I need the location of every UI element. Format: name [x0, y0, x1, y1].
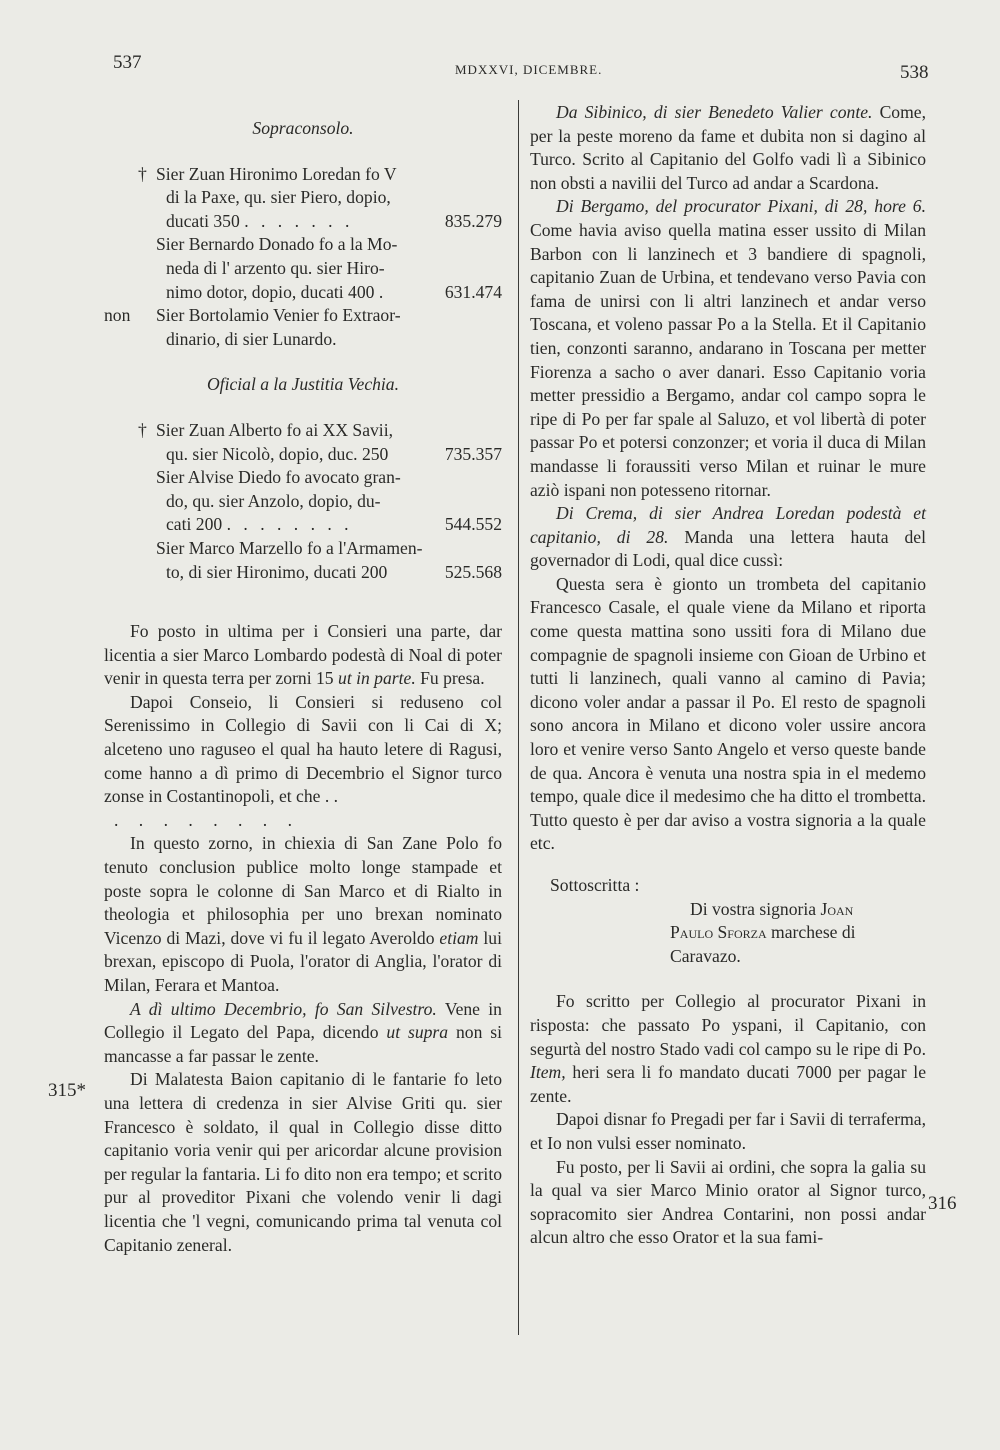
candidate-entry: Sier Marco Marzello fo a l'Armamen- to, di sier Hironimo, ducati 200 525.568 — [104, 537, 502, 584]
paragraph: A dì ultimo Decembrio, fo San Silvestro. Vene in Collegio il Legato del Papa, dicendo ut supra non si mancasse a far passar le zente. — [104, 998, 503, 1066]
paragraph: Fu posto, per li Savii ai ordini, che sopra la galia su la qual va sier Marco Minio orator al Signor turco, sopracomito sier Andrea Contarini, non possi andar alcun altro che esso Orator et la sua fami- — [530, 1156, 926, 1248]
candidate-entry: † Sier Zuan Hironimo Loredan fo V di la Paxe, qu. sier Piero, dopio, ducati 350 . . . . . . . 835.279 — [104, 163, 502, 234]
page-header — [0, 50, 1000, 90]
vote-count: 525.568 — [444, 561, 502, 582]
vote-count: 544.552 — [444, 514, 502, 535]
paragraph: Di Malatesta Baion capitanio di le fantarie fo leto una lettera di credenza in sier Alvise Griti qu. sier Francesco è soldato, il qual in Collegio disse ditto capitanio voria venir qui per aricordar alcune provision per regular la fantaria. Li fo dito non era tempo; et scrito pur al proveditor Pixani che volendo venir li dagi licentia che 'l vegni, comunicando prima tal venuta col Capitanio zeneral. — [104, 1069, 502, 1255]
paragraph: Dapoi disnar fo Pregadi per far i Savii di terraferma, et Io non vulsi esser nominato. — [530, 1109, 926, 1153]
candidate-entry: Sier Alvise Diedo fo avocato gran- do, qu. sier Anzolo, dopio, du- cati 200 . . . . . . . . 544.552 — [104, 466, 502, 537]
paragraph: Da Sibinico, di sier Benedeto Valier conte. Come, per la peste moreno da fame et dubita non si dagino al Turco. Scrito al Capitanio del Golfo vadi lì a Sibinico non obsti a navilii del Turco ad andar a Scardona. — [530, 102, 926, 193]
non-mark: non — [104, 305, 131, 326]
candidate-entry: Sier Bernardo Donado fo a la Mo- neda di l' arzento qu. sier Hiro- nimo dotor, dopio, ducati 400 . 631.474 — [104, 233, 502, 304]
vote-count: 835.279 — [444, 210, 502, 231]
ellipsis-dots: . . . . . . . . — [114, 809, 300, 830]
paragraph: Fo posto in ultima per i Consieri una parte, dar licentia a sier Marco Lombardo podestà di Noal di poter venir in questa terra per zorni 15 ut in parte. Fu presa. — [104, 621, 502, 689]
signature-line: Caravazo. — [670, 945, 741, 966]
margin-number-left: 315* — [48, 1080, 86, 1101]
candidate-entry: non Sier Bortolamio Venier fo Extraor- dinario, di sier Lunardo. — [104, 305, 401, 349]
page-number-left: 537 — [113, 52, 142, 73]
paragraph: Questa sera è gionto un trombeta del capitanio Francesco Casale, el quale viene da Milano et riporta come questa mattina sono ussiti fora di Milano due compagnie de spagnoli insieme con Gioan de Urbino et tutti li lanzinech, quali vanno al camino di Pavia; dicono voler andar a passar il Po. El resto de spagnoli sono ancora in Milano et dicono voler ussire ancora loro et venire verso Santo Angelo et verso queste bande de qua. Ancora è venuta una nostra spia in el medemo tempo, quale dice il medesimo che ha ditto el trombetta. Tutto questo è per dar aviso a vostra signoria a la quale etc. — [530, 573, 926, 854]
running-title: MDXXVI, DICEMBRE. — [455, 62, 603, 77]
vote-count: 631.474 — [444, 281, 502, 302]
vote-count: 735.357 — [444, 443, 502, 464]
column-divider — [518, 100, 519, 1335]
left-column — [104, 117, 502, 1257]
paragraph: In questo zorno, in chiexia di San Zane Polo fo tenuto conclusion publice molto longe stampade et poste sopra le colonne di San Marco et di Rialto in theologia et philosophia per uno brexan nominato Vicenzo di Mazi, dove vi fu il legato Averoldo etiam lui brexan, episcopo di Puola, l'orator di Anglia, l'orator di Milan, Ferara et Mantoa. — [104, 833, 502, 995]
cross-mark: † — [138, 419, 147, 440]
margin-number-right: 316 — [928, 1193, 957, 1214]
right-column — [530, 101, 926, 1250]
paragraph: Dapoi Conseio, li Consieri si reduseno col Serenissimo in Collegio di Savii con li Cai di X; alceteno uno raguseo el qual ha hauto letere di Ragusi, come hanno a dì primo di Decembrio el Signor turco zonse in Costantinopoli, et che . . — [104, 691, 502, 807]
candidate-entry: † Sier Zuan Alberto fo ai XX Savii, qu. sier Nicolò, dopio, duc. 250 735.357 — [104, 419, 502, 466]
signature-line: Di vostra signoria Joan — [690, 898, 854, 919]
signature-line: Paulo Sforza marchese di — [670, 922, 856, 943]
page-number-right: 538 — [900, 62, 929, 83]
paragraph: Di Bergamo, del procurator Pixani, di 28, hore 6. Come havia aviso quella matina esser ussito di Milan Barbon con li lanzinech et 3 bandiere di spagnoli, capitanio Zuan de Urbina, et tendevano verso Pavia con fama de unirsi con li altri lanzinech et andar verso Toscana, et voleno passar Po a la Stella. Et il Capitanio tien, conzonti saranno, andarano in Toscana per metter Fiorenza a sacho o aver danari. Esso Capitanio voria metter pressidio a Bergamo, andar col campo sopra le ripe di Po per far spale al Saluzo, et vol libertà di poter passar Po et potersi conzonzer; et voria il duca di Milan mandasse li foraussiti verso Milan et ruinar le mure aziò ispani non potesseno ritornar. — [530, 196, 926, 500]
paragraph: Fo scritto per Collegio al procurator Pixani in risposta: che passato Po yspani, il Capitanio, con segurtà del nostro Stado vadi col campo su le ripe di Po. Item, heri sera li fo mandato ducati 7000 per pagar le zente. — [530, 991, 927, 1106]
cross-mark: † — [138, 163, 147, 184]
section-heading-oficial: Oficial a la Justitia Vechia. — [206, 374, 400, 395]
section-heading-sopraconsolo: Sopraconsolo. — [252, 118, 354, 138]
signature-label: Sottoscritta : — [550, 875, 640, 895]
paragraph: Di Crema, di sier Andrea Loredan podestà et capitanio, di 28. Manda una lettera hauta del governador di Lodi, qual dice cussì: — [530, 503, 926, 571]
